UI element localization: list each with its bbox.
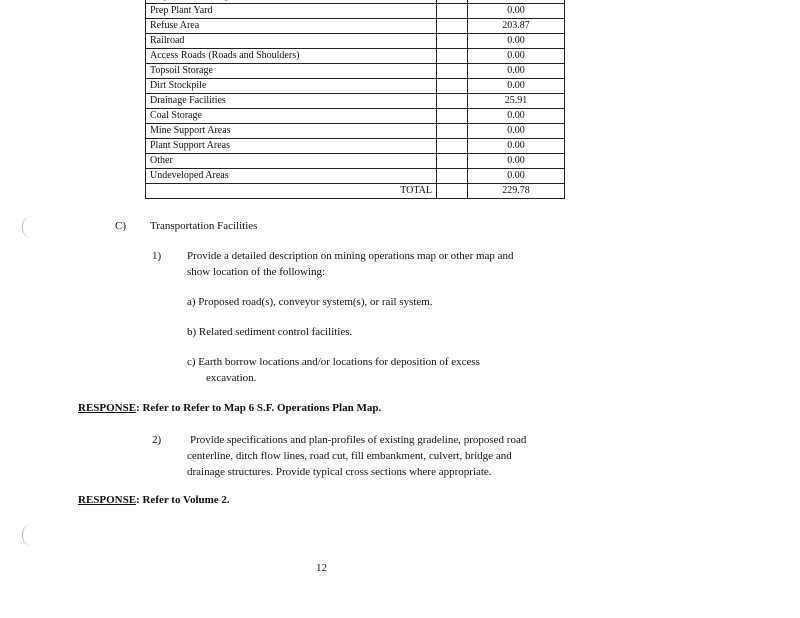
item1-text-line1: Provide a detailed description on mining operations map or other map and [187, 250, 514, 262]
table-row [146, 4, 565, 19]
row-spacer [437, 79, 468, 94]
item1-sub-c-line1: c) Earth borrow locations and/or locations for deposition of excess [187, 356, 480, 368]
item2-marker: 2) [152, 434, 162, 446]
item1-sub-b: b) Related sediment control facilities. [187, 326, 353, 338]
row-spacer [437, 139, 468, 154]
row-label: Mine Support Areas [146, 124, 437, 139]
row-value: 25.91 [468, 94, 565, 109]
response2-text: : Refer to Volume 2. [136, 494, 230, 506]
row-spacer [437, 169, 468, 184]
row-value: 0.00 [468, 169, 565, 184]
total-value: 229.78 [468, 184, 565, 199]
item1-sub-a: a) Proposed road(s), conveyor system(s), or rail system. [187, 296, 433, 308]
row-value: 0.00 [468, 154, 565, 169]
item2-text-line2: centerline, ditch flow lines, road cut, fill embankment, culvert, bridge and [187, 450, 512, 462]
row-value: 203.87 [468, 19, 565, 34]
response2 [78, 494, 230, 506]
table-row [146, 154, 565, 169]
table-row [146, 94, 565, 109]
row-value: 0.00 [468, 109, 565, 124]
row-label: Topsoil Storage [146, 64, 437, 79]
row-value: 0.00 [468, 49, 565, 64]
row-value: 0.00 [468, 4, 565, 19]
page-number: 12 [316, 562, 327, 574]
item1-marker: 1) [152, 250, 162, 262]
row-label: Undeveloped Areas [146, 169, 437, 184]
row-spacer [437, 4, 468, 19]
row-label: Plant Support Areas [146, 139, 437, 154]
area-table [145, 0, 565, 199]
row-spacer [437, 19, 468, 34]
row-spacer [437, 184, 468, 199]
table-row [146, 34, 565, 49]
table-row [146, 124, 565, 139]
table-row [146, 139, 565, 154]
row-spacer [437, 154, 468, 169]
table-row [146, 49, 565, 64]
row-label: Other [146, 154, 437, 169]
row-spacer [437, 34, 468, 49]
row-value: 0.00 [468, 79, 565, 94]
section-c-marker: C) [115, 220, 126, 232]
table-row [146, 169, 565, 184]
row-spacer [437, 94, 468, 109]
row-value: 0.00 [468, 34, 565, 49]
table-row [146, 19, 565, 34]
row-spacer [437, 49, 468, 64]
table-row [146, 109, 565, 124]
total-label: TOTAL [146, 184, 437, 199]
item1-text-line2: show location of the following: [187, 266, 326, 278]
row-spacer [437, 124, 468, 139]
row-label: Railroad [146, 34, 437, 49]
response1-label: RESPONSE [78, 402, 137, 414]
section-c-title: Transportation Facilities [150, 220, 258, 232]
item2-text-line1: Provide specifications and plan-profiles of existing gradeline, proposed road [190, 434, 527, 446]
row-label: Prep Plant Yard [146, 4, 437, 19]
total-row [146, 184, 565, 199]
row-label: Dirt Stockpile [146, 79, 437, 94]
row-spacer [437, 109, 468, 124]
punch-hole-mark [22, 216, 37, 238]
response1-text: : Refer to Refer to Map 6 S.F. Operations Plan Map. [136, 402, 382, 414]
row-label: Coal Storage [146, 109, 437, 124]
punch-hole-mark [22, 524, 37, 546]
response1 [78, 402, 381, 414]
row-label: Drainage Facilities [146, 94, 437, 109]
row-spacer [437, 64, 468, 79]
item2-text-line3: drainage structures. Provide typical cross sections where appropriate. [187, 466, 492, 478]
row-value: 0.00 [468, 124, 565, 139]
row-label: Refuse Area [146, 19, 437, 34]
item1-sub-c-line2: excavation. [206, 372, 257, 384]
table-row [146, 79, 565, 94]
row-value: 0.00 [468, 139, 565, 154]
row-label: Access Roads (Roads and Shoulders) [146, 49, 437, 64]
row-value: 0.00 [468, 64, 565, 79]
response2-label: RESPONSE [78, 494, 137, 506]
table-row [146, 64, 565, 79]
